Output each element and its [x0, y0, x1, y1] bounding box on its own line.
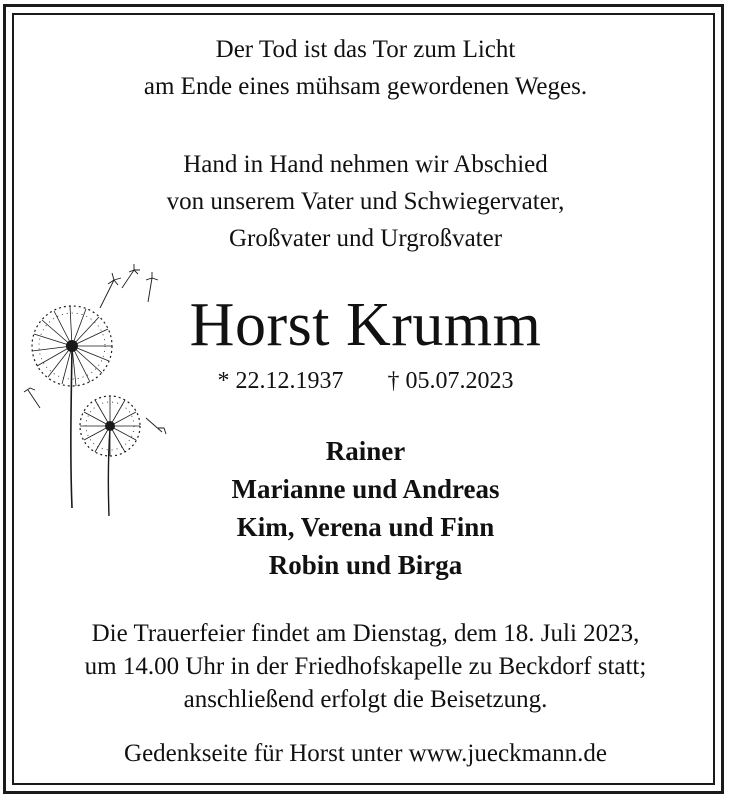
- farewell-line-1: Hand in Hand nehmen wir Abschied: [183, 151, 548, 178]
- mourner-line: Rainer: [325, 436, 406, 466]
- birth-date: * 22.12.1937: [217, 368, 344, 394]
- motto-line-1: Der Tod ist das Tor zum Licht: [215, 36, 516, 63]
- service-line-3: anschließend erfolgt die Beisetzung.: [183, 686, 548, 713]
- service-line-2: um 14.00 Uhr in der Friedhofskapelle zu Beckdorf statt;: [84, 653, 647, 680]
- deceased-name: Horst Krumm: [189, 291, 542, 359]
- service-line-1: Die Trauerfeier findet am Dienstag, dem 18. Juli 2023,: [91, 620, 640, 647]
- death-date: † 05.07.2023: [387, 368, 514, 394]
- farewell-line-2: von unserem Vater und Schwiegervater,: [166, 188, 565, 215]
- life-dates: [0, 366, 731, 396]
- farewell-line-3: Großvater und Urgroßvater: [228, 225, 503, 252]
- motto-line-2: am Ende eines mühsam gewordenen Weges.: [143, 73, 588, 100]
- mourner-line: Robin und Birga: [268, 550, 463, 580]
- memorial-page-text: Gedenkseite für Horst unter www.jueckmann.de: [124, 740, 607, 767]
- mourner-line: Kim, Verena und Finn: [236, 512, 495, 542]
- mourner-line: Marianne und Andreas: [231, 474, 500, 504]
